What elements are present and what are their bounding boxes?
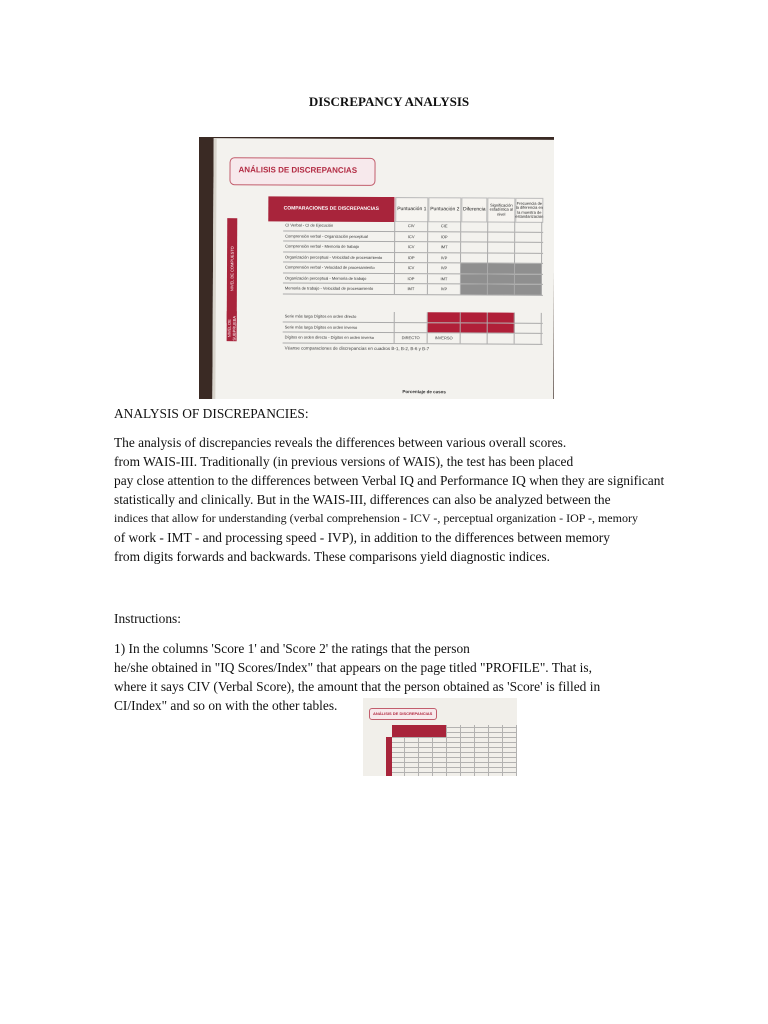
row-cell — [488, 232, 515, 242]
thumbnail-header-band — [392, 725, 446, 737]
row-cell — [488, 253, 515, 263]
side-label-subtest: NIVEL DE SUBPRUEBA — [226, 315, 237, 341]
row-cell — [488, 323, 515, 333]
row-score-1: ICV — [395, 263, 428, 273]
header-difference: Diferencia — [461, 197, 487, 222]
row-cell — [515, 264, 542, 274]
header-score-1: Puntuación 1 — [395, 197, 428, 222]
row-cell — [515, 334, 542, 344]
paragraph-line: statistically and clinically. But in the WAIS-III, differences can also be analyzed between the — [114, 492, 611, 507]
row-label: Memoria de trabajo - Velocidad de procesamiento — [283, 283, 395, 293]
row-cell — [461, 253, 488, 263]
row-cell — [515, 285, 542, 295]
form-table-header — [268, 196, 544, 219]
row-label: Serie más larga Dígitos en orden directo — [283, 311, 395, 321]
discrepancy-form-photo — [199, 137, 554, 399]
row-cell — [515, 253, 542, 263]
side-band-composite — [227, 218, 238, 323]
header-significance: Significación estadística al nivel — [487, 198, 515, 223]
row-cell — [515, 323, 542, 333]
row-cell — [461, 333, 488, 343]
header-score-2: Puntuación 2 — [428, 197, 461, 222]
row-cell — [461, 263, 488, 273]
row-label: Organización perceptual - Velocidad de procesamiento — [283, 252, 395, 262]
table-row — [283, 332, 543, 344]
discrepancy-form-thumbnail — [363, 698, 517, 776]
row-label: Comprensión verbal - Memoria de trabajo — [283, 241, 395, 251]
row-label: Organización perceptual - Memoria de trabajo — [283, 273, 395, 283]
row-cell — [515, 274, 542, 284]
paragraph-line: The analysis of discrepancies reveals the differences between various overall scores. — [114, 435, 567, 450]
header-frequency: Frecuencia de la diferencia en la muestra de estandarización — [515, 198, 543, 223]
row-score-1: IMT — [395, 284, 428, 294]
row-label: CI Verbal - CI de Ejecución — [283, 220, 395, 230]
paragraph-line: of work - IMT - and processing speed - IVP), in addition to the differences between memory — [114, 530, 610, 545]
thumbnail-heading: ANÁLISIS DE DISCREPANCIAS — [373, 711, 433, 716]
table-row — [283, 283, 543, 295]
paragraph-line: indices that allow for understanding (verbal comprehension - ICV -, perceptual organization - IOP -, memory — [114, 511, 638, 525]
section-heading: ANALYSIS OF DISCREPANCIES: — [114, 406, 309, 421]
row-cell — [515, 222, 542, 232]
row-score-2: IMT — [428, 242, 461, 252]
row-score-1: IOP — [395, 253, 428, 263]
thumbnail-sheet — [363, 698, 517, 776]
paragraph-line: from WAIS-III. Traditionally (in previous versions of WAIS), the test has been placed — [114, 454, 574, 469]
row-label: Comprensión verbal - Organización perceptual — [283, 231, 395, 241]
instruction-line: 1) In the columns 'Score 1' and 'Score 2' the ratings that the person — [114, 641, 470, 656]
row-cell — [488, 274, 515, 284]
row-label: Dígitos en orden directo - Dígitos en orden inverso — [283, 332, 395, 342]
form-rows-subtest — [283, 311, 543, 344]
side-band-subtest — [227, 311, 237, 341]
row-cell — [395, 312, 428, 322]
sheet-edge — [212, 138, 216, 399]
form-heading: ANÁLISIS DE DISCREPANCIAS — [238, 165, 358, 175]
row-score-1: ICV — [395, 242, 428, 252]
row-cell — [395, 323, 428, 333]
row-score-1: DIRECTO — [395, 333, 428, 343]
row-cell — [515, 243, 542, 253]
row-label: Comprensión verbal - Velocidad de procesamiento — [283, 262, 395, 272]
form-note: Véanse comparaciones de discrepancias en cuadros B-1, B-2, B-6 y B-7 — [284, 345, 430, 352]
row-score-2: INVERSO — [428, 333, 461, 343]
row-cell — [428, 312, 461, 322]
row-label: Serie más larga Dígitos en orden inverso — [283, 322, 395, 332]
row-cell — [461, 242, 488, 252]
header-comparisons: COMPARACIONES DE DISCREPANCIAS — [268, 196, 395, 222]
row-cell — [488, 334, 515, 344]
form-sheet — [212, 138, 554, 399]
instruction-line: where it says CIV (Verbal Score), the amount that the person obtained as 'Score' is filled in — [114, 679, 601, 694]
row-cell — [515, 232, 542, 242]
thumbnail-heading-box — [369, 708, 437, 720]
row-score-2: IVP — [428, 284, 461, 294]
paragraph-line: pay close attention to the differences between Verbal IQ and Performance IQ when they are significant — [114, 473, 665, 488]
side-label-composite: NIVEL DE COMPUESTO — [229, 246, 235, 292]
row-score-2: IVP — [428, 253, 461, 263]
row-cell — [461, 284, 488, 294]
row-cell — [488, 243, 515, 253]
form-rows — [283, 220, 543, 295]
row-score-2: CIE — [428, 221, 461, 231]
row-score-2: IOP — [428, 232, 461, 242]
row-cell — [488, 313, 515, 323]
row-cell — [515, 313, 542, 323]
row-cell — [461, 274, 488, 284]
row-cell — [488, 264, 515, 274]
row-cell — [461, 312, 488, 322]
instruction-line: CI/Index" and so on with the other tables. — [114, 698, 338, 713]
row-cell — [488, 222, 515, 232]
page-title: DISCREPANCY ANALYSIS — [308, 94, 470, 109]
row-score-1: ICV — [395, 232, 428, 242]
row-score-2: IVP — [428, 263, 461, 273]
row-score-1: CIV — [395, 221, 428, 231]
thumbnail-side-band — [386, 737, 392, 776]
row-cell — [461, 232, 488, 242]
form-heading-box — [229, 157, 375, 186]
instruction-line: he/she obtained in "IQ Scores/Index" that appears on the page titled "PROFILE". That is, — [114, 660, 592, 675]
row-cell — [428, 323, 461, 333]
row-cell — [461, 323, 488, 333]
row-score-1: IOP — [395, 274, 428, 284]
row-cell — [488, 285, 515, 295]
row-cell — [461, 221, 488, 231]
instructions-heading: Instructions: — [114, 611, 181, 626]
form-footer: Porcentaje de casos — [402, 389, 446, 395]
paragraph-line: from digits forwards and backwards. These comparisons yield diagnostic indices. — [114, 549, 550, 564]
row-score-2: IMT — [428, 274, 461, 284]
